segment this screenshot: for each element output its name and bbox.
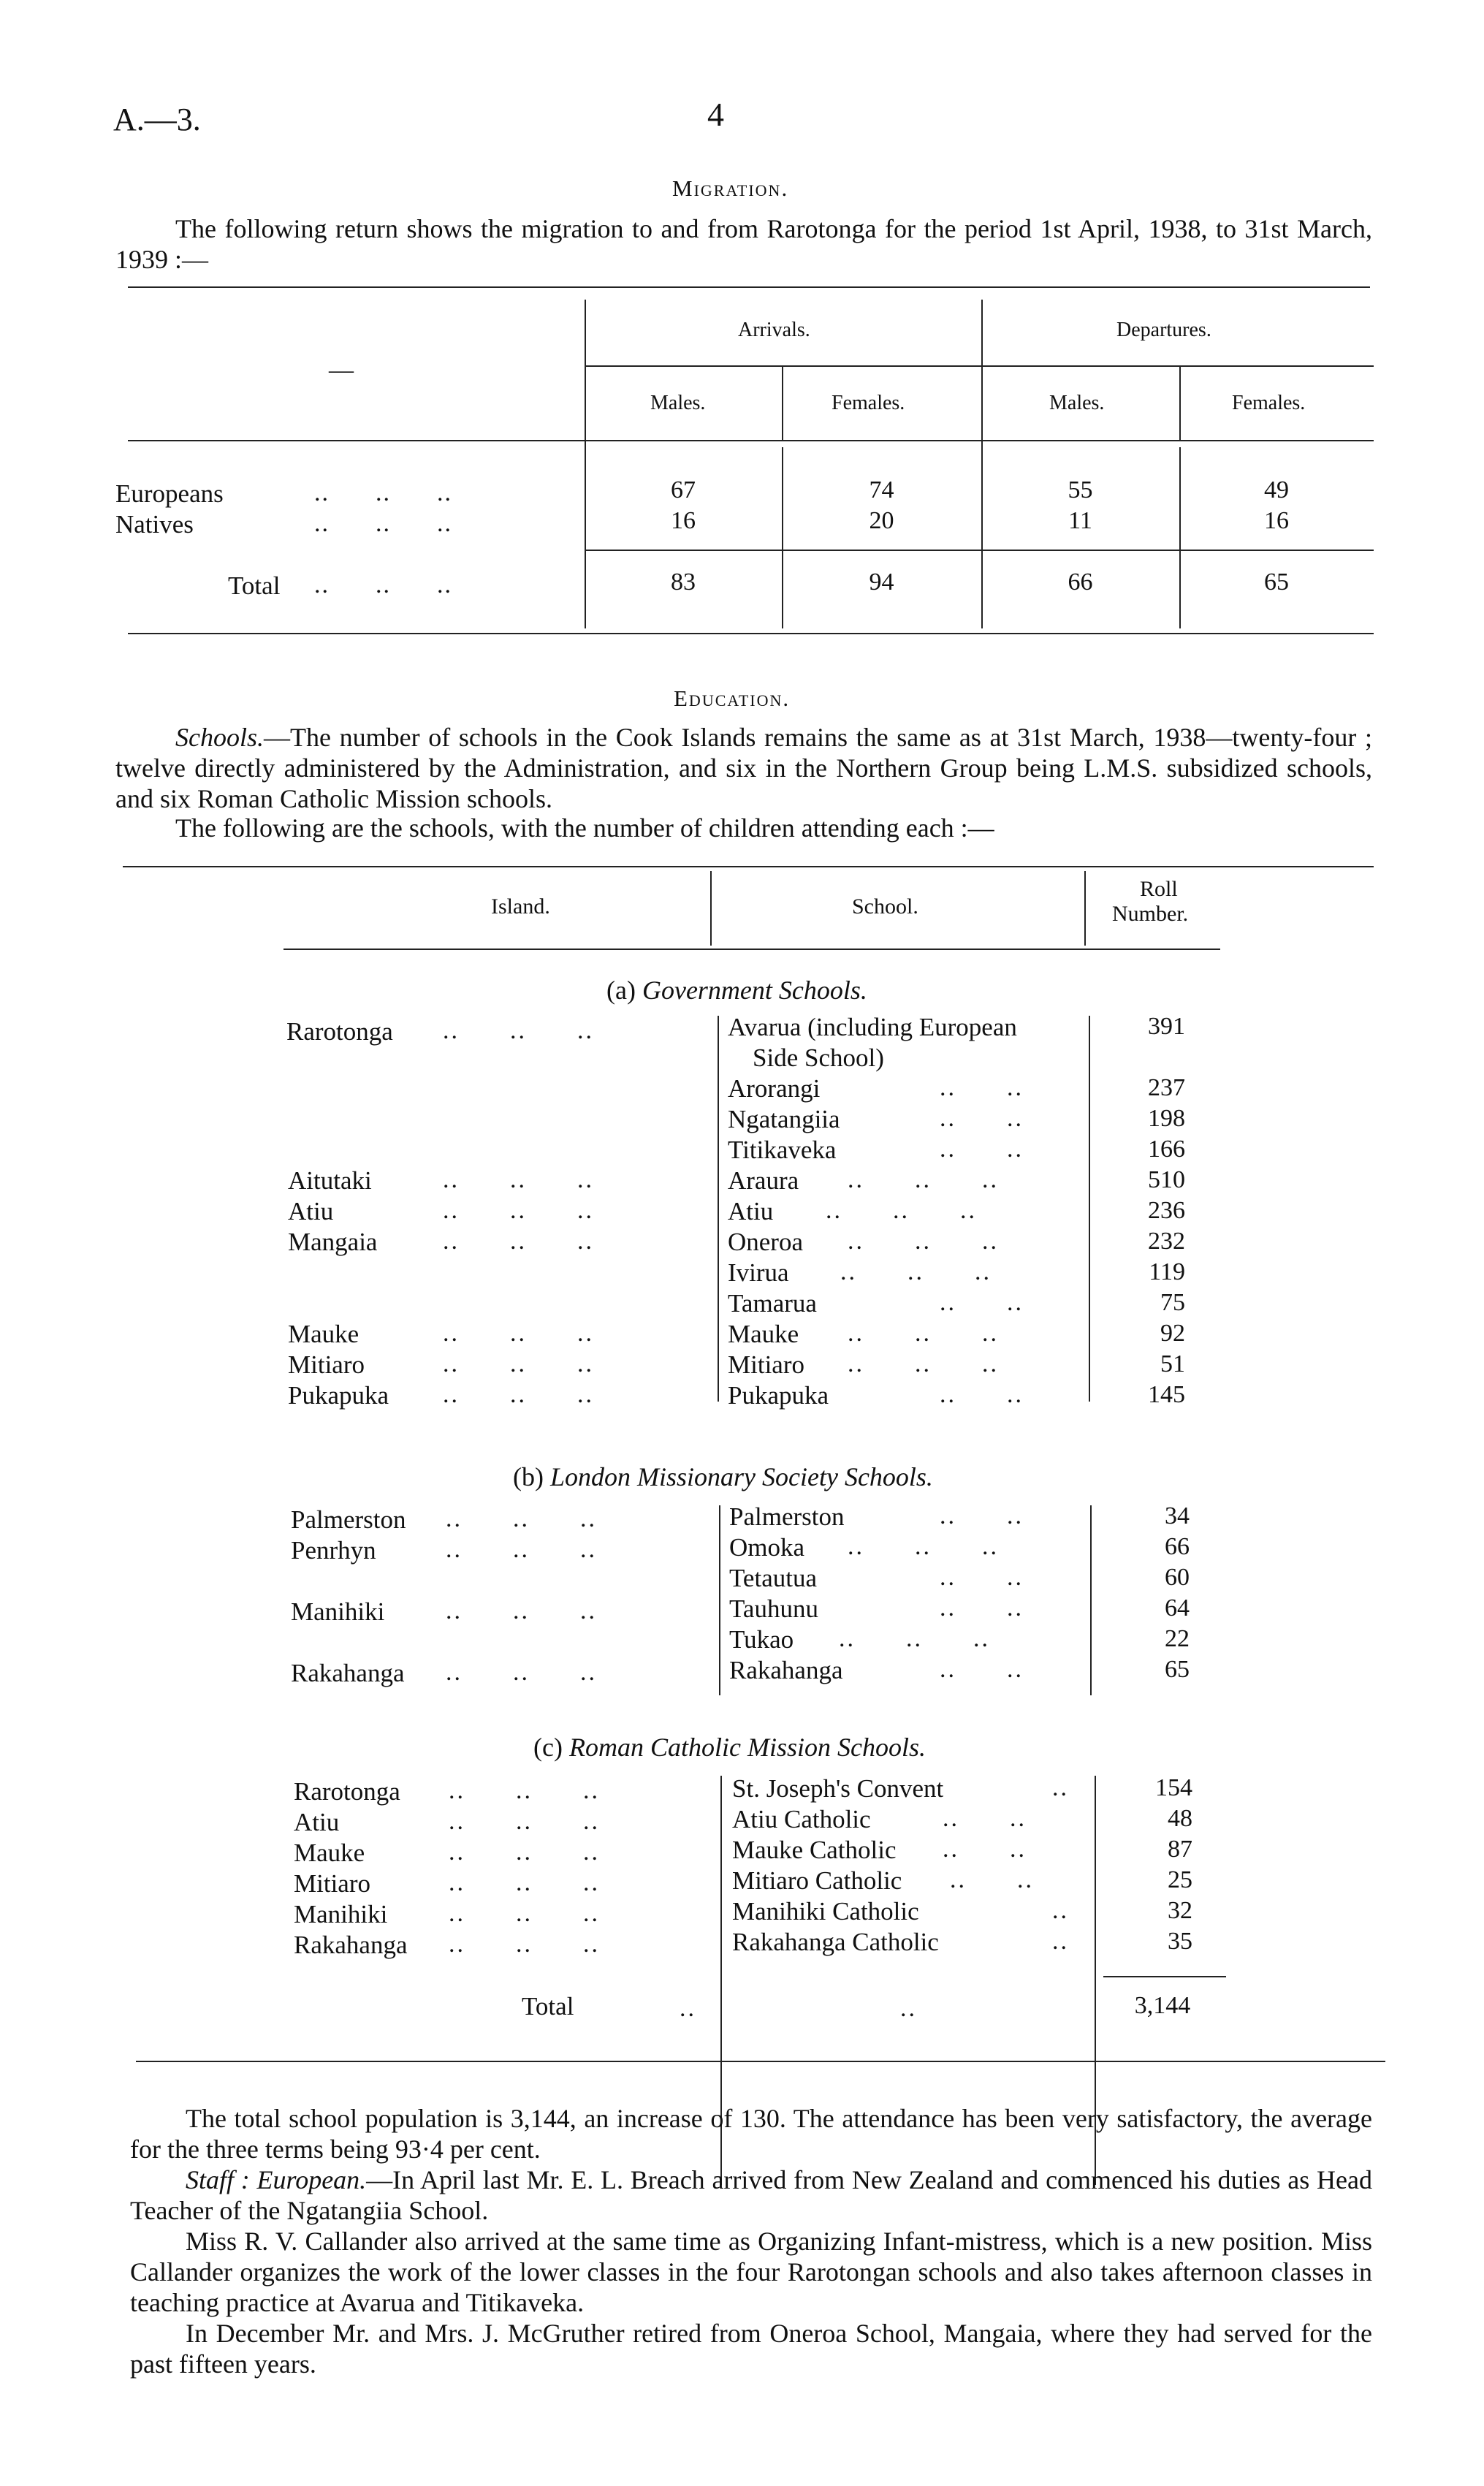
departures-header: Departures. (1116, 319, 1211, 341)
leader-dots: .. .. (940, 1074, 1024, 1101)
roll-number: 75 (1160, 1289, 1185, 1316)
school-name: Mauke Catholic (732, 1836, 897, 1864)
leader-dots: .. (680, 1995, 696, 2022)
europeans-departures-females: 49 (1264, 476, 1289, 503)
leader-dots: .. .. .. (446, 1536, 597, 1563)
grand-total-value: 3,144 (1134, 1992, 1191, 2019)
table-rule (123, 866, 1374, 867)
group-b-prefix: (b) (513, 1462, 544, 1491)
school-name: Mitiaro Catholic (732, 1866, 902, 1895)
island-name: Atiu (288, 1197, 334, 1225)
europeans-departures-males: 55 (1068, 476, 1093, 503)
roll-number: 391 (1148, 1013, 1185, 1040)
table-rule (782, 447, 783, 628)
europeans-arrivals-males: 67 (671, 476, 696, 503)
table-rule (1090, 1505, 1092, 1695)
mcgruther-paragraph: In December Mr. and Mrs. J. McGruther retired from Oneroa School, Mangaia, where they had served for the past fifteen years. (130, 2319, 1372, 2379)
leader-dots: .. .. .. (449, 1777, 600, 1804)
table-rule (1179, 447, 1181, 628)
table-rule (1084, 871, 1086, 946)
leader-dots: .. .. .. (314, 571, 452, 598)
row-label-natives: Natives (115, 510, 194, 539)
school-name: Araura (728, 1166, 799, 1195)
table-rule (718, 1016, 719, 1402)
school-column-header: School. (852, 894, 918, 919)
roll-number: 232 (1148, 1228, 1185, 1255)
document-reference: A.—3. (113, 102, 201, 137)
table-rule (128, 286, 1370, 288)
staff-text: —In April last Mr. E. L. Breach arrived from New Zealand and commenced his duties as Head Teacher of the Ngatangiia School. (130, 2165, 1372, 2225)
leader-dots: .. (1052, 1928, 1069, 1955)
leader-dots: .. .. (940, 1656, 1024, 1683)
leader-dots: .. .. (940, 1564, 1024, 1591)
roll-number: 87 (1168, 1836, 1192, 1863)
island-name: Rarotonga (286, 1017, 393, 1046)
table-rule (128, 633, 1374, 634)
migration-title: Migration. (672, 175, 789, 201)
leader-dots: .. .. .. (848, 1533, 999, 1560)
leader-dots: .. .. .. (443, 1166, 594, 1193)
leader-dots: .. .. .. (848, 1166, 999, 1193)
leader-dots: .. .. .. (826, 1197, 977, 1224)
group-b-title: London Missionary Society Schools. (549, 1462, 933, 1491)
leader-dots: .. (1052, 1774, 1069, 1801)
school-name: Ivirua (728, 1258, 789, 1287)
island-column-header: Island. (491, 894, 550, 919)
school-name: Avarua (including European (728, 1013, 1017, 1041)
group-c-heading (533, 1732, 926, 1763)
roll-number: 65 (1165, 1656, 1190, 1683)
roll-number: 34 (1165, 1502, 1190, 1529)
roll-number: 60 (1165, 1564, 1190, 1591)
table-rule (719, 1505, 720, 1695)
school-name: Mauke (728, 1320, 799, 1348)
school-name: Tauhunu (729, 1594, 818, 1623)
leader-dots: .. .. .. (446, 1597, 597, 1624)
roll-number: 145 (1148, 1381, 1185, 1408)
page-number: 4 (707, 96, 724, 133)
natives-arrivals-males: 16 (671, 507, 696, 534)
table-rule (1179, 367, 1181, 440)
school-name: Atiu (728, 1197, 774, 1225)
roll-number: 236 (1148, 1197, 1185, 1224)
school-name: Manihiki Catholic (732, 1897, 919, 1926)
total-label: Total (228, 571, 281, 600)
callander-paragraph: Miss R. V. Callander also arrived at the same time as Organizing Infant-mistress, which is a new position. Miss Callander organizes the work of the lower classes in the four Rarotongan schools and also takes afternoon classes in teaching practice at Avarua and Titikaveka. (130, 2227, 1372, 2317)
natives-departures-females: 16 (1264, 507, 1289, 534)
natives-departures-males: 11 (1068, 507, 1092, 534)
school-name: Tetautua (729, 1564, 817, 1592)
leader-dots: .. .. .. (443, 1197, 594, 1224)
grand-total-label: Total (522, 1992, 574, 2021)
arrivals-females-header: Females. (832, 392, 905, 414)
leader-dots: .. .. .. (314, 479, 452, 506)
staff-lead: Staff : European. (186, 2165, 367, 2194)
roll-column-header-line2: Number. (1112, 902, 1189, 926)
group-b-heading (513, 1461, 933, 1492)
leader-dots: .. .. .. (449, 1869, 600, 1896)
leader-dots: .. .. .. (443, 1017, 594, 1044)
school-name: Omoka (729, 1533, 805, 1562)
leader-dots: .. .. .. (839, 1625, 990, 1652)
roll-number: 35 (1168, 1928, 1192, 1955)
roll-number: 510 (1148, 1166, 1185, 1193)
leader-dots: .. .. .. (443, 1381, 594, 1408)
leader-dots: .. .. .. (449, 1900, 600, 1927)
leader-dots: .. .. (950, 1866, 1034, 1893)
table-rule (585, 365, 1374, 367)
school-name: St. Joseph's Convent (732, 1774, 944, 1803)
leader-dots: .. .. (940, 1381, 1024, 1408)
school-name: Tukao (729, 1625, 794, 1654)
table-rule (710, 871, 712, 946)
school-name: Titikaveka (728, 1136, 837, 1164)
island-name: Mitiaro (294, 1869, 370, 1898)
education-schools-paragraph (115, 722, 1372, 814)
table-rule (136, 2061, 1385, 2062)
island-name: Rakahanga (291, 1659, 405, 1687)
leader-dots: .. .. .. (314, 510, 452, 537)
corner-dash: — (329, 357, 354, 384)
school-name: Arorangi (728, 1074, 821, 1103)
school-name: Atiu Catholic (732, 1805, 871, 1833)
staff-paragraph (130, 2164, 1372, 2226)
roll-number: 25 (1168, 1866, 1192, 1893)
total-departures-females: 65 (1264, 569, 1289, 596)
school-name: Rakahanga Catholic (732, 1928, 939, 1956)
school-name: Tamarua (728, 1289, 817, 1318)
table-rule (1089, 1016, 1090, 1402)
leader-dots: .. .. .. (848, 1350, 999, 1377)
leader-dots: .. .. (940, 1136, 1024, 1163)
arrivals-header: Arrivals. (738, 319, 810, 341)
leader-dots: .. .. (943, 1836, 1027, 1863)
row-label-europeans: Europeans (115, 479, 224, 508)
leader-dots: .. .. (943, 1805, 1027, 1832)
leader-dots: .. .. .. (443, 1350, 594, 1377)
leader-dots: .. .. .. (443, 1228, 594, 1255)
leader-dots: .. .. .. (446, 1505, 597, 1532)
roll-number: 198 (1148, 1105, 1185, 1132)
roll-number: 237 (1148, 1074, 1185, 1101)
school-name: Ngatangiia (728, 1105, 840, 1133)
leader-dots: .. .. .. (449, 1931, 600, 1958)
roll-number: 64 (1165, 1594, 1190, 1622)
leader-dots: .. (1052, 1897, 1069, 1924)
departures-females-header: Females. (1232, 392, 1306, 414)
group-a-prefix: (a) (606, 976, 636, 1005)
roll-number: 51 (1160, 1350, 1185, 1377)
school-name: Mitiaro (728, 1350, 804, 1379)
island-name: Atiu (294, 1808, 340, 1836)
island-name: Mauke (294, 1839, 365, 1867)
europeans-arrivals-females: 74 (869, 476, 894, 503)
island-name: Rarotonga (294, 1777, 400, 1806)
group-a-heading (606, 975, 867, 1006)
island-name: Mangaia (288, 1228, 378, 1256)
island-name: Rakahanga (294, 1931, 408, 1959)
island-name: Manihiki (294, 1900, 388, 1928)
roll-number: 32 (1168, 1897, 1192, 1924)
island-name: Mauke (288, 1320, 359, 1348)
leader-dots: .. .. .. (848, 1320, 999, 1347)
arrivals-males-header: Males. (650, 392, 706, 414)
leader-dots: .. .. .. (446, 1659, 597, 1686)
table-rule (128, 440, 1374, 441)
island-name: Aitutaki (288, 1166, 372, 1195)
leader-dots: .. .. (940, 1502, 1024, 1529)
roll-number: 66 (1165, 1533, 1190, 1560)
roll-number: 154 (1155, 1774, 1192, 1801)
school-population-paragraph: The total school population is 3,144, an increase of 130. The attendance has been very satisfactory, the average for the three terms being 93·4 per cent. (130, 2104, 1372, 2164)
school-name: Oneroa (728, 1228, 804, 1256)
school-name: Rakahanga (729, 1656, 843, 1684)
roll-number: 48 (1168, 1805, 1192, 1832)
schools-text: —The number of schools in the Cook Islands remains the same as at 31st March, 1938—twenty-four ; twelve directly administered by the Administration, and six in the Northern Group being L.M.S. subsidized schools, and six Roman Catholic Mission schools. (115, 723, 1372, 813)
education-title: Education. (674, 685, 791, 711)
roll-number: 92 (1160, 1320, 1185, 1347)
group-a-title: Government Schools. (642, 976, 867, 1005)
island-name: Palmerston (291, 1505, 406, 1534)
leader-dots: .. (900, 1995, 917, 2022)
leader-dots: .. .. .. (449, 1839, 600, 1866)
leader-dots: .. .. (940, 1594, 1024, 1622)
table-rule (782, 367, 783, 440)
total-departures-males: 66 (1068, 569, 1093, 596)
school-name: Palmerston (729, 1502, 845, 1531)
table-rule (284, 949, 1220, 950)
table-rule (1103, 1976, 1226, 1977)
roll-number: 119 (1149, 1258, 1185, 1285)
island-name: Pukapuka (288, 1381, 389, 1410)
total-arrivals-males: 83 (671, 569, 696, 596)
leader-dots: .. .. .. (848, 1228, 999, 1255)
school-name: Pukapuka (728, 1381, 829, 1410)
table-rule (585, 550, 1374, 551)
total-arrivals-females: 94 (869, 569, 894, 596)
roll-number: 22 (1165, 1625, 1190, 1652)
education-intro: The following are the schools, with the number of children attending each :— (175, 813, 994, 843)
school-name: Side School) (753, 1044, 884, 1072)
departures-males-header: Males. (1049, 392, 1105, 414)
roll-number: 166 (1148, 1136, 1185, 1163)
group-c-prefix: (c) (533, 1733, 563, 1762)
roll-column-header-line1: Roll (1140, 877, 1178, 901)
island-name: Mitiaro (288, 1350, 365, 1379)
leader-dots: .. .. .. (449, 1808, 600, 1835)
migration-intro: The following return shows the migration to and from Rarotonga for the period 1st April, 1938, to 31st March, 1939 :— (115, 214, 1372, 274)
schools-lead: Schools. (175, 723, 264, 752)
group-c-title: Roman Catholic Mission Schools. (568, 1733, 926, 1762)
island-name: Manihiki (291, 1597, 385, 1626)
leader-dots: .. .. .. (840, 1258, 992, 1285)
leader-dots: .. .. .. (443, 1320, 594, 1347)
leader-dots: .. .. (940, 1289, 1024, 1316)
natives-arrivals-females: 20 (869, 507, 894, 534)
leader-dots: .. .. (940, 1105, 1024, 1132)
island-name: Penrhyn (291, 1536, 376, 1565)
